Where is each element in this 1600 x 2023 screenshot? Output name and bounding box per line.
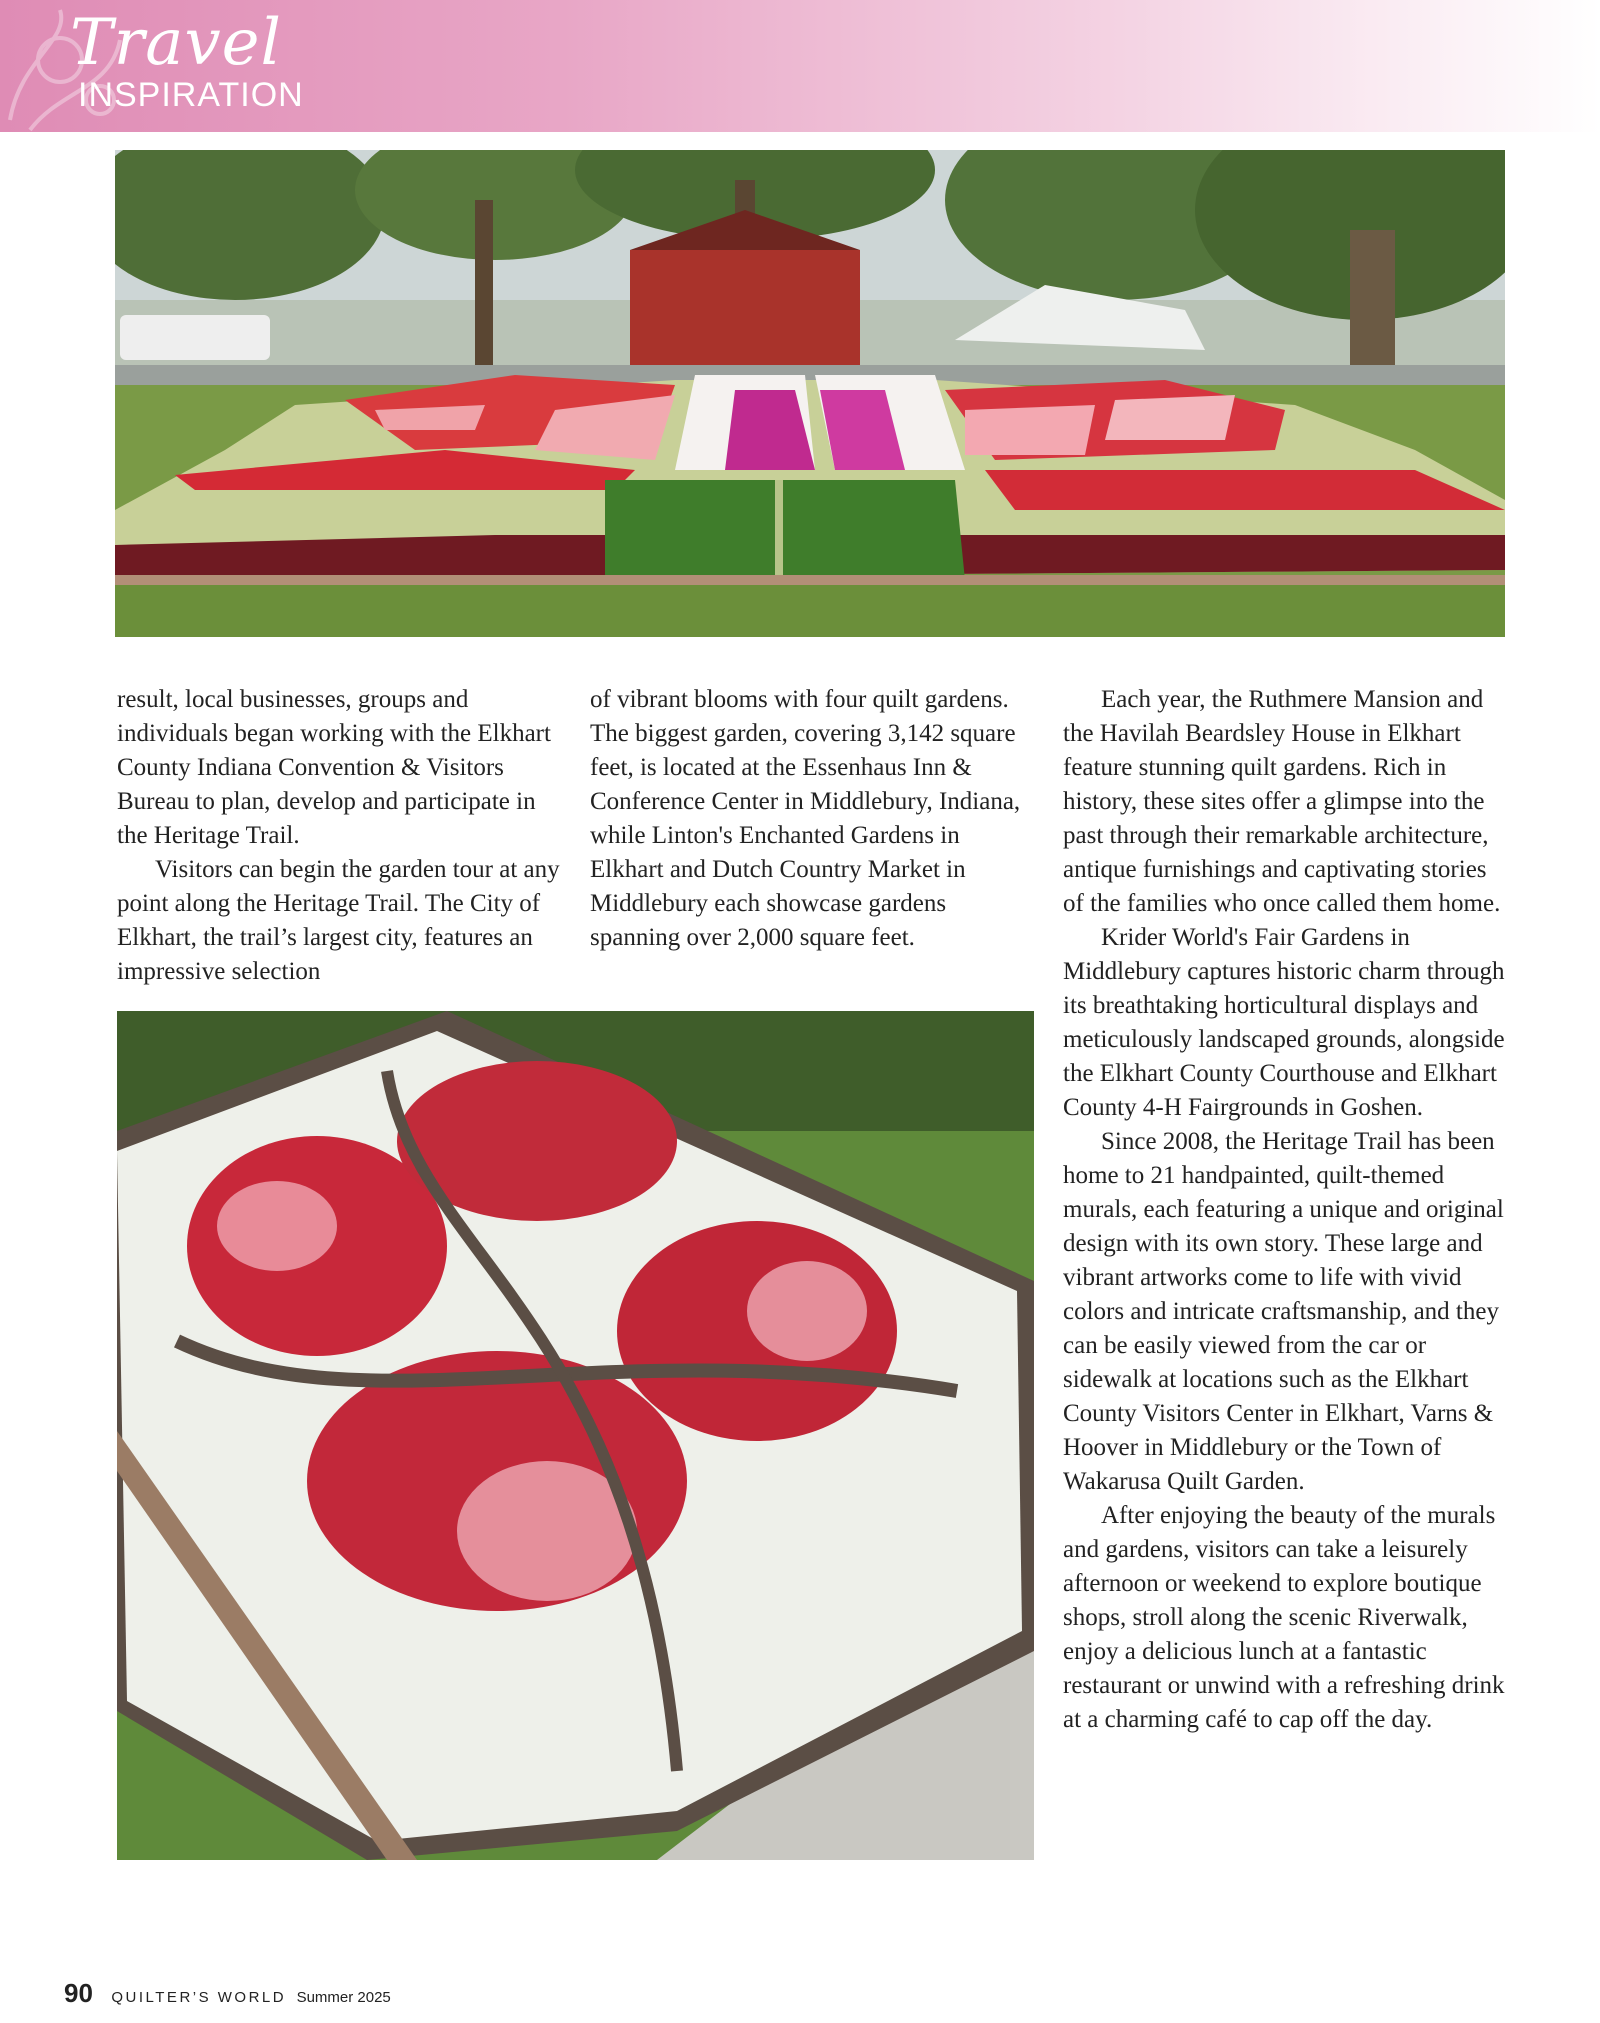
- section-header-band: [0, 0, 1600, 132]
- section-kicker-script: Travel: [70, 6, 282, 80]
- quilt-garden-photo-bottom: [117, 1011, 1034, 1860]
- magazine-name: QUILTER’S WORLD: [111, 1989, 287, 2006]
- aerial-garden-photo-icon: [117, 1011, 1034, 1860]
- article-column-1: [117, 683, 562, 989]
- body-paragraph: Each year, the Ruthmere Mansion and the Havilah Beardsley House in Elkhart feature stunning quilt gardens. Rich in history, these sites offer a glimpse into the past through their remarkable architecture, antique furnishings and captivating stories of the families who once called them home.: [1063, 686, 1501, 917]
- body-paragraph: Since 2008, the Heritage Trail has been home to 21 handpainted, quilt-themed murals, each featuring a unique and original design with its own story. These large and vibrant artworks come to life with vivid colors and intricate craftsmanship, and they can be easily viewed from the car or sidewalk at locations such as the Elkhart County Visitors Center in Elkhart, Varns & Hoover in Middlebury or the Town of Wakarusa Quilt Garden.: [1063, 1128, 1504, 1495]
- issue-label: Summer 2025: [296, 1989, 391, 2006]
- quilt-garden-photo-icon: [115, 150, 1505, 637]
- quilt-garden-photo-top: [115, 150, 1505, 637]
- section-kicker-caps: INSPIRATION: [78, 76, 304, 114]
- body-paragraph: result, local businesses, groups and individuals began working with the Elkhart County Indiana Convention & Visitors Bureau to plan, develop and participate in the Heritage Trail.: [117, 686, 551, 849]
- body-paragraph: Krider World's Fair Gardens in Middlebury captures historic charm through its breathtaking horticultural displays and meticulously landscaped grounds, alongside the Elkhart County Courthouse and Elkhart County 4-H Fairgrounds in Goshen.: [1063, 924, 1505, 1121]
- article-column-2: [590, 683, 1035, 955]
- article-column-3: [1063, 683, 1508, 1737]
- body-paragraph: of vibrant blooms with four quilt gardens. The biggest garden, covering 3,142 square feet, is located at the Essenhaus Inn & Conference Center in Middlebury, Indiana, while Linton's Enchanted Gardens in Elkhart and Dutch Country Market in Middlebury each showcase gardens spanning over 2,000 square feet.: [590, 686, 1021, 951]
- body-paragraph: Visitors can begin the garden tour at any point along the Heritage Trail. The City of Elkhart, the trail’s largest city, features an impressive selection: [117, 856, 560, 985]
- page-number: 90: [64, 1978, 93, 2008]
- body-paragraph: After enjoying the beauty of the murals and gardens, visitors can take a leisurely afternoon or weekend to explore boutique shops, stroll along the scenic Riverwalk, enjoy a delicious lunch at a fantastic restaurant or unwind with a refreshing drink at a charming café to cap off the day.: [1063, 1502, 1505, 1733]
- page-footer: [64, 1978, 391, 2009]
